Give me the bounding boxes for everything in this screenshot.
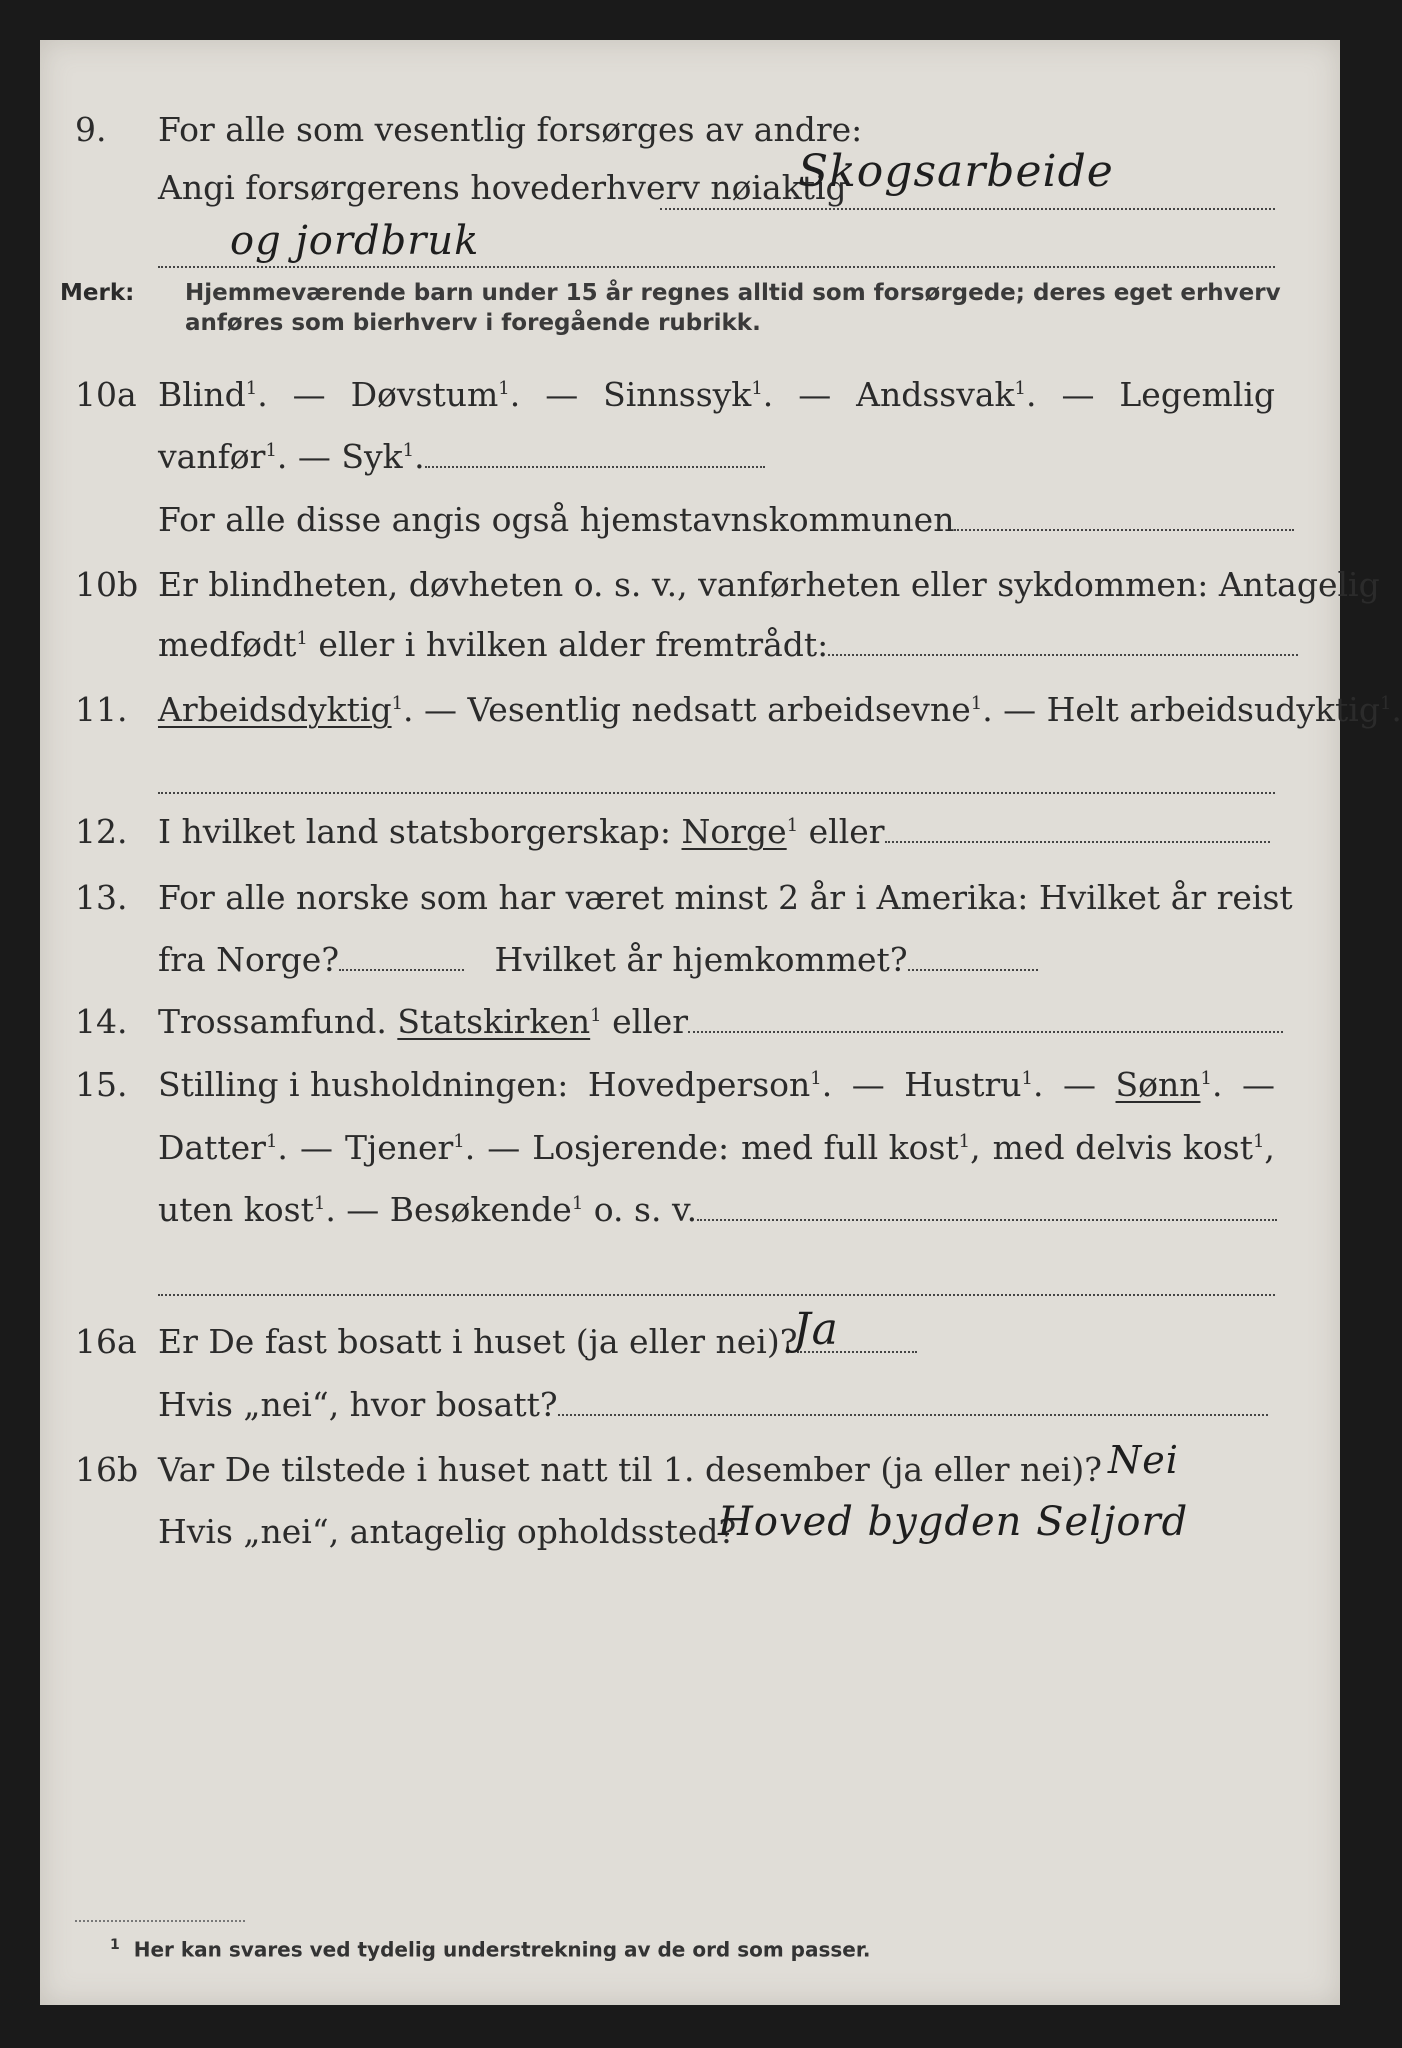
q10a-dovstum: Døvstum	[350, 375, 499, 414]
q10a-number: 10a	[75, 375, 137, 414]
q9-number: 9.	[75, 110, 107, 149]
q9-answer-line	[660, 208, 1275, 210]
q16a-text1: Er De fast bosatt i huset (ja eller nei)?	[158, 1322, 798, 1361]
q15-stilling: Stilling i husholdningen:	[158, 1065, 569, 1104]
q15-sonn: Sønn	[1115, 1065, 1201, 1104]
q16b-text2: Hvis „nei“, antagelig opholdssted?	[158, 1512, 737, 1551]
q15-besokende: Besøkende	[389, 1190, 572, 1229]
q14-statskirken: Statskirken	[397, 1002, 591, 1041]
q10a-legemlig: Legemlig	[1119, 375, 1275, 414]
q10b-text1: Er blindheten, døvheten o. s. v., vanførheten eller sykdommen: Antagelig	[158, 565, 1380, 604]
merk-label: Merk:	[60, 280, 135, 306]
q15-delvis-kost: med delvis kost	[992, 1128, 1253, 1167]
q15-hovedperson: Hovedperson	[587, 1065, 811, 1104]
q16b-number: 16b	[75, 1450, 139, 1489]
q9-text2: Angi forsørgerens hovederhverv nøiaktig	[158, 168, 847, 207]
q12-norge: Norge	[681, 812, 787, 851]
q15-tjener: Tjener	[344, 1128, 454, 1167]
merk-text2: anføres som bierhverv i foregående rubrikk.	[185, 310, 761, 336]
q9-answer-cont: og jordbruk	[230, 218, 480, 264]
q15-rule	[158, 1294, 1275, 1296]
q10a-vanfor: vanfør	[158, 437, 266, 476]
q12-eller: eller	[808, 812, 885, 851]
footnote-text: Her kan svares ved tydelig understrekning av de ord som passer.	[133, 1937, 871, 1962]
q13-reist: fra Norge?	[158, 940, 340, 979]
q10a-sinnssyk: Sinnssyk	[603, 375, 752, 414]
q14-eller: eller	[612, 1002, 689, 1041]
q15-number: 15.	[75, 1065, 128, 1104]
q15-osv: o. s. v.	[593, 1190, 698, 1229]
q14-number: 14.	[75, 1002, 128, 1041]
q11-nedsatt: . — Vesentlig nedsatt arbeidsevne	[403, 690, 971, 729]
merk-text1: Hjemmeværende barn under 15 år regnes alltid som forsørgede; deres eget erhverv	[185, 280, 1281, 306]
q16b-answer2: Hoved bygden Seljord	[718, 1499, 1189, 1545]
q10a-hjemstavn: For alle disse angis også hjemstavnskommunen	[158, 500, 955, 539]
footnote-rule	[75, 1920, 245, 1922]
q9-answer-line2	[158, 266, 1275, 268]
q12-number: 12.	[75, 812, 128, 851]
q16a-text2: Hvis „nei“, hvor bosatt?	[158, 1385, 558, 1424]
q13-text1: For alle norske som har været minst 2 år i Amerika: Hvilket år reist	[158, 878, 1293, 917]
q14-text: Trossamfund.	[158, 1002, 387, 1041]
q16b-text1: Var De tilstede i huset natt til 1. desember (ja eller nei)?	[158, 1450, 1102, 1489]
q15-uten-kost: uten kost	[158, 1190, 314, 1229]
q11-udyktig: . — Helt arbeidsudyktig	[982, 690, 1380, 729]
q15-datter: Datter	[158, 1128, 266, 1167]
q10b-number: 10b	[75, 565, 139, 604]
q10b-alder: eller i hvilken alder fremtrådt:	[318, 625, 829, 664]
q10a-syk: Syk	[341, 437, 403, 476]
q16b-answer: Nei	[1108, 1438, 1179, 1482]
q13-hjemkommet: Hvilket år hjemkommet?	[494, 940, 908, 979]
q10b-medfodt: medfødt	[158, 625, 297, 664]
q15-losjerende: Losjerende:	[532, 1128, 730, 1167]
q10a-blind: Blind	[158, 375, 246, 414]
q13-number: 13.	[75, 878, 128, 917]
q15-full-kost: med full kost	[741, 1128, 959, 1167]
footnote	[110, 1937, 870, 1962]
q10a-andssvak: Andssvak	[856, 375, 1015, 414]
q11-number: 11.	[75, 690, 128, 729]
census-form-page: 9. For alle som vesentlig forsørges av andre: Angi forsørgerens hovederhverv nøiaktig Skogsarbeide og jordbruk Merk: Hjemmeværende barn under 15 år regnes alltid som forsørgede; deres eget erhverv anføres som bierhverv i foregående rubrikk. 10a Blind$^1$. — Døvstum$^1$. — Sinnssyk$^1$. — Andssvak$^1$. — Legemlig vanfør$^1$. — Syk$^1$. For alle disse angis også hjemstavnskommunen 10b Er blindheten, døvheten o. s. v., vanførheten eller sykdommen: Antagelig medfødt$^1$ eller i hvilken alder fremtrådt: 11. Arbeidsdyktig$^1$. — Vesentlig nedsatt arbeidsevne$^1$. — Helt arbeidsudyktig$^1$. 12. I hvilket land statsborgerskap: Norge$^1$ eller 13. For alle norske som har været minst 2 år i Amerika: Hvilket år reist fra Norge? Hvilket år hjemkommet? 14. Trossamfund. Statskirken$^1$ eller 15. Stilling i husholdningen: Hovedperson$^1$. — Hustru$^1$. — Sønn$^1$. — Datter$^1$. — Tjener$^1$. — Losjerende: med full kost$^1$, med delvis kost$^1$, uten kost$^1$. — Besøkende$^1$ o. s. v. 16a Er De fast bosatt i huset (ja eller nei)? Ja Hvis „nei“, hvor bosatt? 16b Var De tilstede i huset natt til 1. desember (ja eller nei)? Nei Hvis „nei“, antagelig opholdssted? Hoved bygden Seljord $^1$ Her kan svares ved tydelig understrekning av de ord som passer.	[40, 40, 1340, 2005]
q12-text: I hvilket land statsborgerskap:	[158, 812, 672, 851]
q11-arbeidsdyktig: Arbeidsdyktig	[158, 690, 392, 729]
q11-rule	[158, 792, 1275, 794]
q15-hustru: Hustru	[904, 1065, 1022, 1104]
q16a-number: 16a	[75, 1322, 137, 1361]
q9-answer: Skogsarbeide	[798, 146, 1114, 197]
q16a-answer: Ja	[793, 1304, 839, 1355]
q9-text1: For alle som vesentlig forsørges av andre:	[158, 110, 863, 149]
footnote-mark: 1	[110, 1937, 120, 1953]
merk-note	[40, 278, 1340, 348]
